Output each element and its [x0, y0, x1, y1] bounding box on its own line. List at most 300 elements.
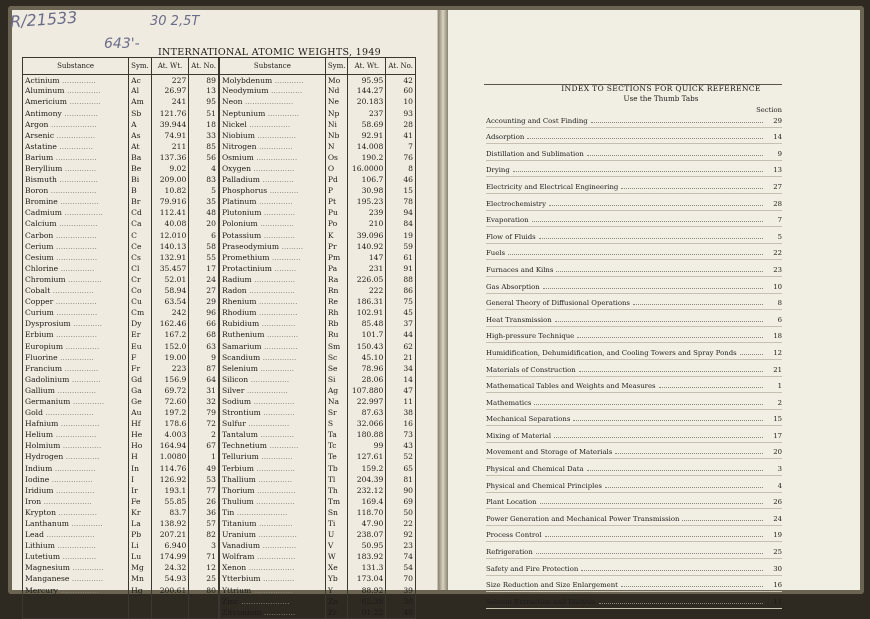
number-cell: 86	[386, 285, 416, 296]
symbol-cell: Cs	[129, 252, 152, 263]
symbol-cell: Cd	[129, 208, 152, 219]
table-row	[23, 363, 416, 374]
substance-cell: Selenium ..............	[219, 363, 325, 374]
index-entry	[486, 393, 782, 410]
leader-dots	[633, 304, 763, 305]
leader-dots	[539, 238, 763, 239]
symbol-cell: Th	[325, 485, 348, 496]
index-entry	[486, 459, 782, 476]
number-cell: 92	[386, 529, 416, 540]
number-cell: 62	[386, 341, 416, 352]
weight-cell: 78.96	[348, 363, 386, 374]
number-cell: 55	[189, 252, 219, 263]
symbol-cell: Cl	[129, 263, 152, 274]
substance-cell: Argon ...................	[23, 119, 129, 130]
substance-cell: Tantalum ..............	[219, 430, 325, 441]
symbol-cell: La	[129, 518, 152, 529]
number-cell: 60	[386, 86, 416, 97]
symbol-cell: Ce	[129, 241, 152, 252]
symbol-cell: Pm	[325, 252, 348, 263]
weight-cell: 210	[348, 219, 386, 230]
substance-cell: Yttrium ................	[219, 585, 325, 596]
substance-cell: Thulium ................	[219, 496, 325, 507]
table-row	[23, 430, 416, 441]
number-cell: 36	[189, 507, 219, 518]
weight-cell: 39.096	[348, 230, 386, 241]
leader-dots	[556, 271, 763, 272]
index-entry	[486, 277, 782, 294]
index-entry	[486, 476, 782, 493]
leader-dots	[579, 371, 763, 372]
index-section-number: 8	[777, 299, 782, 308]
weight-cell: 1.0080	[151, 452, 189, 463]
index-topic: Movement and Storage of Materials	[486, 448, 613, 457]
number-cell: 45	[386, 307, 416, 318]
number-cell: 29	[189, 296, 219, 307]
symbol-cell: A	[129, 119, 152, 130]
substance-cell: Protactinium .........	[219, 263, 325, 274]
book-gutter	[438, 10, 448, 590]
weight-cell: 147	[348, 252, 386, 263]
leader-dots	[545, 536, 763, 537]
number-cell: 70	[386, 574, 416, 585]
weight-cell: 14.008	[348, 141, 386, 152]
weight-cell: 150.43	[348, 341, 386, 352]
number-cell: 11	[386, 396, 416, 407]
leader-dots	[605, 487, 763, 488]
symbol-cell: Al	[129, 86, 152, 97]
weight-cell: 242	[151, 307, 189, 318]
substance-cell: Radium .................	[219, 274, 325, 285]
table-row	[23, 163, 416, 174]
substance-cell: Potassium .............	[219, 230, 325, 241]
table-row	[23, 296, 416, 307]
leader-dots	[587, 470, 763, 471]
number-cell: 95	[189, 97, 219, 108]
weight-cell: 193.1	[151, 485, 189, 496]
number-cell: 46	[386, 174, 416, 185]
weight-cell: 190.2	[348, 152, 386, 163]
symbol-cell	[129, 596, 152, 607]
index-section-number: 27	[773, 182, 782, 191]
table-row	[23, 529, 416, 540]
symbol-cell: Li	[129, 540, 152, 551]
number-cell: 30	[386, 596, 416, 607]
weight-cell: 204.39	[348, 474, 386, 485]
number-cell: 48	[189, 208, 219, 219]
symbol-cell: Fe	[129, 496, 152, 507]
weight-cell: 178.6	[151, 418, 189, 429]
col-substance: Substance	[219, 58, 325, 75]
substance-cell: Samarium ..............	[219, 341, 325, 352]
index-topic: Distillation and Sublimation	[486, 149, 584, 158]
substance-cell	[23, 596, 129, 607]
table-row	[23, 307, 416, 318]
substance-cell: Sulfur .................	[219, 418, 325, 429]
table-row	[23, 574, 416, 585]
symbol-cell: Ne	[325, 97, 348, 108]
symbol-cell: Bi	[129, 174, 152, 185]
number-cell: 27	[189, 285, 219, 296]
number-cell: 5	[189, 185, 219, 196]
number-cell: 94	[386, 208, 416, 219]
symbol-cell: Se	[325, 363, 348, 374]
substance-cell: Iridium ................	[23, 485, 129, 496]
number-cell: 63	[189, 341, 219, 352]
index-topic: Adsorption	[486, 133, 525, 142]
table-row	[23, 596, 416, 607]
index-topic: Refrigeration	[486, 548, 533, 557]
table-row	[23, 86, 416, 97]
weight-cell: 22.997	[348, 396, 386, 407]
weight-cell: 63.54	[151, 296, 189, 307]
symbol-cell: Na	[325, 396, 348, 407]
index-topic: Process Control	[486, 531, 542, 540]
substance-cell: Mercury ................	[23, 585, 129, 596]
substance-cell: Xenon ...................	[219, 563, 325, 574]
number-cell: 76	[386, 152, 416, 163]
number-cell: 3	[189, 540, 219, 551]
number-cell: 21	[386, 352, 416, 363]
weight-cell: 106.7	[348, 174, 386, 185]
index-topic: Power Generation and Mechanical Power Transmission	[486, 514, 680, 523]
symbol-cell: Kr	[129, 507, 152, 518]
weight-cell: 35.457	[151, 263, 189, 274]
table-header-row	[23, 58, 416, 75]
substance-cell: Actinium ..............	[23, 75, 129, 86]
number-cell: 22	[386, 518, 416, 529]
weight-cell: 156.9	[151, 374, 189, 385]
symbol-cell: Rn	[325, 285, 348, 296]
substance-cell: Strontium .............	[219, 407, 325, 418]
substance-cell: Ruthenium .............	[219, 330, 325, 341]
symbol-cell: N	[325, 141, 348, 152]
number-cell: 81	[386, 474, 416, 485]
weight-cell	[151, 596, 189, 607]
substance-cell: Cerium .................	[23, 241, 129, 252]
number-cell: 89	[189, 75, 219, 86]
number-cell: 65	[386, 463, 416, 474]
index-topic: Heat Transmission	[486, 315, 552, 324]
number-cell: 24	[189, 274, 219, 285]
symbol-cell: U	[325, 529, 348, 540]
number-cell: 16	[386, 418, 416, 429]
number-cell: 67	[189, 441, 219, 452]
table-row	[23, 518, 416, 529]
index-section-number: 18	[773, 332, 782, 341]
index-section-number: 17	[773, 431, 782, 440]
substance-cell: Scandium ..............	[219, 352, 325, 363]
pencil-catalog-number: R/21533	[9, 7, 78, 32]
symbol-cell: At	[129, 141, 152, 152]
substance-cell: Rhenium ................	[219, 296, 325, 307]
index-topic: Plant Location	[486, 498, 537, 507]
leader-dots	[615, 453, 763, 454]
weight-cell: 88.92	[348, 585, 386, 596]
number-cell: 72	[189, 418, 219, 429]
number-cell: 35	[189, 197, 219, 208]
symbol-cell: Sc	[325, 352, 348, 363]
substance-cell: Cesium .................	[23, 252, 129, 263]
substance-cell: Astatine ..............	[23, 141, 129, 152]
symbol-cell: B	[129, 185, 152, 196]
weight-cell: 28.06	[348, 374, 386, 385]
symbol-cell: K	[325, 230, 348, 241]
index-section-number: 14	[773, 133, 782, 142]
symbol-cell: Cm	[129, 307, 152, 318]
number-cell: 12	[189, 563, 219, 574]
substance-cell: Aluminum ..............	[23, 86, 129, 97]
number-cell: 15	[386, 185, 416, 196]
leader-dots	[587, 155, 763, 156]
number-cell: 82	[189, 529, 219, 540]
substance-cell: Dysprosium ............	[23, 319, 129, 330]
weight-cell: 121.76	[151, 108, 189, 119]
number-cell: 84	[386, 219, 416, 230]
symbol-cell	[129, 607, 152, 618]
index-section-number: 2	[777, 398, 782, 407]
number-cell: 51	[189, 108, 219, 119]
number-cell: 8	[386, 163, 416, 174]
weight-cell: 12.010	[151, 230, 189, 241]
substance-cell: Boron ...................	[23, 185, 129, 196]
symbol-cell: Dy	[129, 319, 152, 330]
substance-cell: Sodium .................	[219, 396, 325, 407]
number-cell: 73	[386, 430, 416, 441]
weight-cell: 223	[151, 363, 189, 374]
symbol-cell: Gd	[129, 374, 152, 385]
number-cell: 93	[386, 108, 416, 119]
substance-cell: Tellurium .............	[219, 452, 325, 463]
substance-cell: Cobalt .................	[23, 285, 129, 296]
index-entry	[486, 443, 782, 460]
substance-cell: Bismuth ................	[23, 174, 129, 185]
symbol-cell: Sb	[129, 108, 152, 119]
weight-cell: 140.13	[151, 241, 189, 252]
index-section-number: 9	[777, 149, 782, 158]
index-section-number: 30	[773, 564, 782, 573]
substance-cell: Calcium ................	[23, 219, 129, 230]
substance-cell: Chromium ..............	[23, 274, 129, 285]
substance-cell: Lead ....................	[23, 529, 129, 540]
number-cell: 71	[189, 552, 219, 563]
number-cell: 1	[189, 452, 219, 463]
leader-dots	[543, 288, 763, 289]
number-cell: 31	[189, 385, 219, 396]
index-topic: Gas Absorption	[486, 282, 540, 291]
table-row	[23, 119, 416, 130]
leader-dots	[621, 586, 763, 587]
symbol-cell: Po	[325, 219, 348, 230]
symbol-cell: Mg	[129, 563, 152, 574]
table-row	[23, 197, 416, 208]
substance-cell: Polonium ..............	[219, 219, 325, 230]
number-cell	[189, 596, 219, 607]
weight-cell: 137.36	[151, 152, 189, 163]
leader-dots	[549, 205, 763, 206]
substance-cell: Lithium ................	[23, 540, 129, 551]
symbol-cell: Fr	[129, 363, 152, 374]
weight-cell: 74.91	[151, 130, 189, 141]
index-section-number: 12	[773, 348, 782, 357]
substance-cell: Rhodium ................	[219, 307, 325, 318]
number-cell: 69	[386, 496, 416, 507]
weight-cell: 239	[348, 208, 386, 219]
index-entry	[486, 526, 782, 543]
substance-cell: Radon ...................	[219, 285, 325, 296]
table-row	[23, 385, 416, 396]
substance-cell: Barium .................	[23, 152, 129, 163]
table-row	[23, 463, 416, 474]
index-section-number: 28	[773, 199, 782, 208]
leader-dots	[659, 387, 763, 388]
substance-cell: Iron ....................	[23, 496, 129, 507]
weight-cell: 32.066	[348, 418, 386, 429]
weight-cell: 211	[151, 141, 189, 152]
substance-cell: Neptunium .............	[219, 108, 325, 119]
symbol-cell: As	[129, 130, 152, 141]
substance-cell: Magnesium .............	[23, 563, 129, 574]
symbol-cell: Y	[325, 585, 348, 596]
table-row	[23, 208, 416, 219]
number-cell: 90	[386, 485, 416, 496]
number-cell: 10	[386, 97, 416, 108]
symbol-cell: Pa	[325, 263, 348, 274]
table-row	[23, 185, 416, 196]
table-row	[23, 341, 416, 352]
table-row	[23, 174, 416, 185]
number-cell: 49	[189, 463, 219, 474]
weight-cell: 174.99	[151, 552, 189, 563]
substance-cell: Praseodymium .........	[219, 241, 325, 252]
substance-cell: Cadmium ................	[23, 208, 129, 219]
index-section-number: 23	[773, 265, 782, 274]
substance-cell: Carbon .................	[23, 230, 129, 241]
substance-cell: Hydrogen ..............	[23, 452, 129, 463]
symbol-cell: C	[129, 230, 152, 241]
weight-cell: 45.10	[348, 352, 386, 363]
atomic-weights-table	[22, 57, 416, 619]
substance-cell: Holmium ................	[23, 441, 129, 452]
symbol-cell: Si	[325, 374, 348, 385]
weight-cell: 101.7	[348, 330, 386, 341]
index-list	[486, 111, 782, 609]
number-cell: 58	[189, 241, 219, 252]
index-section-number: 3	[777, 465, 782, 474]
symbol-cell: Lu	[129, 552, 152, 563]
col-weight: At. Wt.	[151, 58, 189, 75]
weight-cell: 92.91	[348, 130, 386, 141]
number-cell: 85	[189, 141, 219, 152]
index-section-number: 6	[777, 315, 782, 324]
symbol-cell: Sn	[325, 507, 348, 518]
weight-cell: 9.02	[151, 163, 189, 174]
symbol-cell: Er	[129, 330, 152, 341]
col-weight: At. Wt.	[348, 58, 386, 75]
symbol-cell: Tc	[325, 441, 348, 452]
index-topic: Flow of Fluids	[486, 232, 536, 241]
weight-cell: 4.003	[151, 430, 189, 441]
substance-cell: Terbium ................	[219, 463, 325, 474]
substance-cell: Germanium .............	[23, 396, 129, 407]
index-entry	[486, 542, 782, 559]
weight-cell: 200.61	[151, 585, 189, 596]
index-entry	[486, 111, 782, 128]
index-entry	[486, 194, 782, 211]
weight-cell: 237	[348, 108, 386, 119]
substance-cell: Oxygen .................	[219, 163, 325, 174]
leader-dots	[621, 188, 763, 189]
number-cell: 25	[189, 574, 219, 585]
number-cell: 42	[386, 75, 416, 86]
table-row	[23, 285, 416, 296]
weight-cell: 85.48	[348, 319, 386, 330]
atomic-weights-title: INTERNATIONAL ATOMIC WEIGHTS, 1949	[158, 47, 382, 58]
index-entry	[486, 128, 782, 145]
symbol-cell: Sm	[325, 341, 348, 352]
number-cell: 75	[386, 296, 416, 307]
weight-cell: 83.7	[151, 507, 189, 518]
index-entry	[486, 177, 782, 194]
table-row	[23, 152, 416, 163]
index-topic: High-pressure Technique	[486, 332, 575, 341]
number-cell: 54	[386, 563, 416, 574]
symbol-cell: Nd	[325, 86, 348, 97]
number-cell: 20	[189, 219, 219, 230]
index-entry	[486, 426, 782, 443]
leader-dots	[532, 221, 763, 222]
symbol-cell: Re	[325, 296, 348, 307]
number-cell: 80	[189, 585, 219, 596]
table-row	[23, 219, 416, 230]
number-cell: 43	[386, 441, 416, 452]
symbol-cell: Ba	[129, 152, 152, 163]
pencil-note: 30 2,5T	[150, 14, 200, 29]
leader-dots	[682, 520, 763, 521]
weight-cell: 65.38	[348, 596, 386, 607]
index-section-number: 1	[777, 382, 782, 391]
weight-cell: 87.63	[348, 407, 386, 418]
weight-cell: 152.0	[151, 341, 189, 352]
number-cell: 61	[386, 252, 416, 263]
substance-cell: Rubidium ..............	[219, 319, 325, 330]
number-cell: 40	[386, 607, 416, 618]
table-row	[23, 396, 416, 407]
symbol-cell: Ca	[129, 219, 152, 230]
substance-cell: Uranium ................	[219, 529, 325, 540]
substance-cell: Thorium ................	[219, 485, 325, 496]
index-entry	[486, 211, 782, 228]
atomic-weights-body	[23, 75, 416, 619]
substance-cell: Silver .................	[219, 385, 325, 396]
leader-dots	[591, 122, 763, 123]
substance-cell: Fluorine ..............	[23, 352, 129, 363]
symbol-cell: S	[325, 418, 348, 429]
index-entry	[486, 592, 782, 609]
weight-cell: 131.3	[348, 563, 386, 574]
number-cell: 7	[386, 141, 416, 152]
number-cell: 17	[189, 263, 219, 274]
weight-cell: 112.41	[151, 208, 189, 219]
symbol-cell: Pt	[325, 197, 348, 208]
leader-dots	[599, 603, 764, 604]
symbol-cell: Os	[325, 152, 348, 163]
substance-cell: Niobium ................	[219, 130, 325, 141]
weight-cell: 126.92	[151, 474, 189, 485]
index-entry	[486, 327, 782, 344]
symbol-cell: Ra	[325, 274, 348, 285]
substance-cell: Nitrogen ..............	[219, 141, 325, 152]
